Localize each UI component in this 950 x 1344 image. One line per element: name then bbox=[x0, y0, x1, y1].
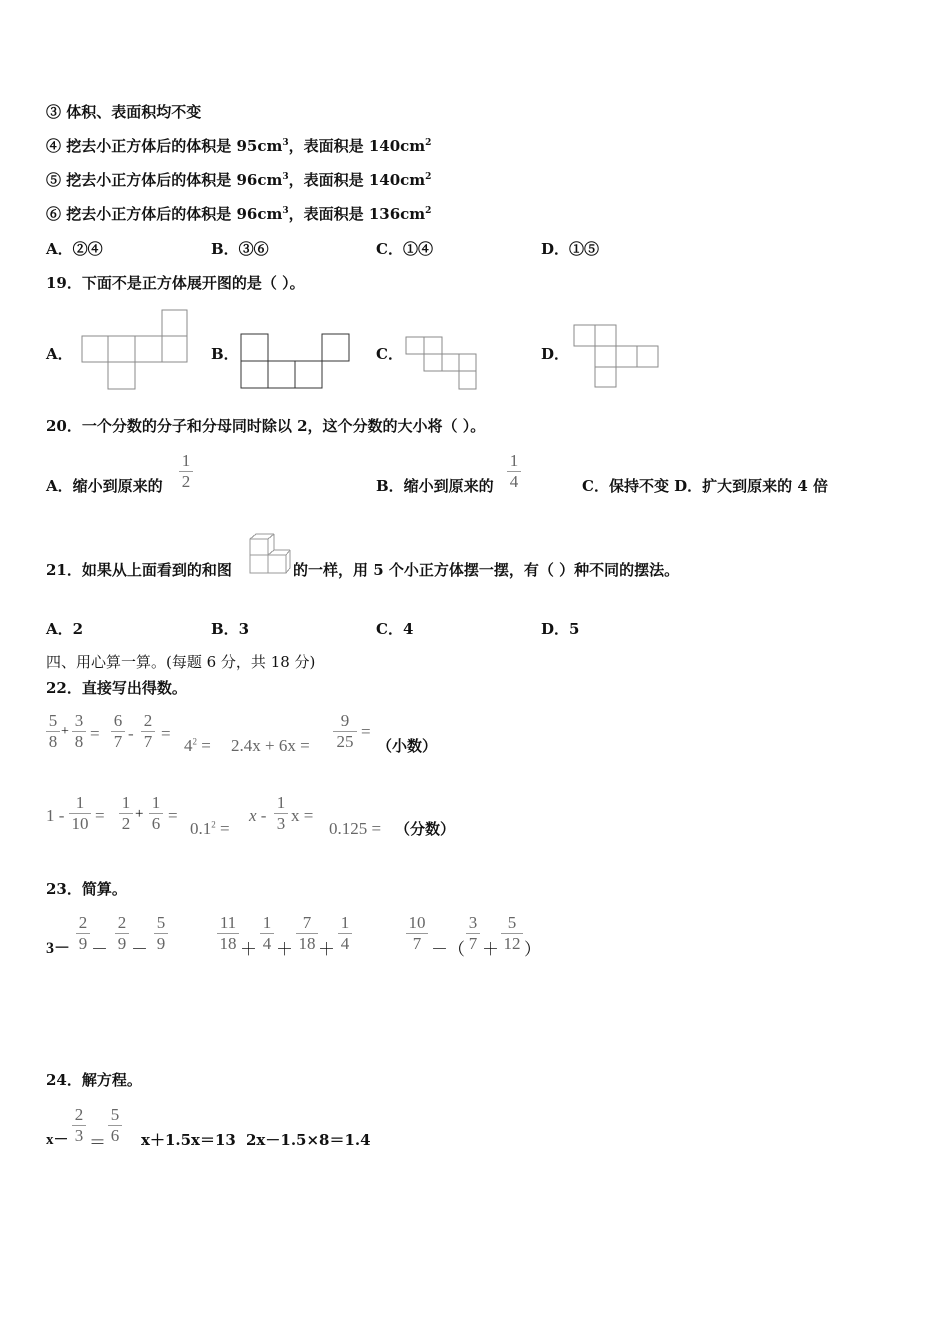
q23-stem: 23．简算。 bbox=[46, 880, 127, 898]
q23-e3-plus: ＋ bbox=[482, 940, 499, 959]
q24-stem: 24．解方程。 bbox=[46, 1071, 142, 1089]
q20-fraction-a: 1 2 bbox=[179, 452, 193, 491]
q18-choice-d[interactable]: D．①⑤ bbox=[541, 240, 600, 258]
q21-stem-a: 21．如果从上面看到的和图 bbox=[46, 561, 232, 579]
q19-choice-a[interactable]: A． bbox=[46, 345, 73, 363]
q19-stem: 19．下面不是正方体展开图的是（ ）。 bbox=[46, 274, 305, 292]
q22-r2-decimal: 0.125 = bbox=[329, 819, 382, 838]
q22-r2-frac-1-3: 1 3 bbox=[274, 794, 288, 833]
q22-r1-eq2: = bbox=[161, 724, 171, 743]
q19-net-b-figure bbox=[240, 333, 352, 391]
q23-e3-frac-10-7: 10 7 bbox=[406, 914, 428, 953]
q23-e3-minus-paren: －（ bbox=[431, 940, 465, 959]
q22-r2-eq1: = bbox=[95, 806, 105, 825]
q22-r2-x-eq: x = bbox=[291, 806, 314, 825]
q22-r1-frac-9-25: 9 25 bbox=[333, 712, 357, 751]
q20-choice-cd[interactable]: C．保持不变 D．扩大到原来的 4 倍 bbox=[582, 477, 829, 495]
q24-frac-2-3: 2 3 bbox=[72, 1106, 86, 1145]
q18-option-4: ④ 挖去小正方体后的体积是 $95cm^3$，表面积是 $140cm^2$ bbox=[46, 137, 432, 155]
q20-fraction-b: 1 4 bbox=[507, 452, 521, 491]
q22-r1-note: （小数） bbox=[377, 737, 438, 755]
q22-r1-eq5: = bbox=[361, 722, 371, 741]
q22-r2-eq2: = bbox=[168, 806, 178, 825]
q22-r2-power: $0.1^2$ = bbox=[190, 819, 230, 838]
q21-choice-c[interactable]: C．4 bbox=[376, 620, 414, 638]
q23-e3-frac-3-7: 3 7 bbox=[466, 914, 480, 953]
q20-choice-a[interactable]: A．缩小到原来的 bbox=[46, 477, 163, 495]
q18-option-3: ③ 体积、表面积均不变 bbox=[46, 103, 202, 121]
q21-choice-b[interactable]: B．3 bbox=[211, 620, 250, 638]
q22-r2-frac-1-2: 1 2 bbox=[119, 794, 133, 833]
q22-r2-note: （分数） bbox=[395, 820, 456, 838]
q18-choice-b[interactable]: B．③⑥ bbox=[211, 240, 269, 258]
q19-choice-d[interactable]: D． bbox=[541, 345, 570, 363]
q24-equation-2: x＋1.5x＝13 bbox=[141, 1131, 236, 1149]
q19-net-a-figure bbox=[80, 309, 190, 391]
q22-stem: 22．直接写出得数。 bbox=[46, 679, 187, 697]
q22-r2-frac-1-6: 1 6 bbox=[149, 794, 163, 833]
q24-eq1-equals: ＝ bbox=[89, 1133, 106, 1152]
q18-choice-c[interactable]: C．①④ bbox=[376, 240, 433, 258]
q22-r2-frac-1-10: 1 10 bbox=[69, 794, 91, 833]
q18-choice-a[interactable]: A．②④ bbox=[46, 240, 103, 258]
q22-r1-frac-5-8: 5 8 bbox=[46, 712, 60, 751]
q19-net-c-figure bbox=[404, 335, 480, 393]
q22-r1-frac-6-7: 6 7 bbox=[111, 712, 125, 751]
q20-choice-b[interactable]: B．缩小到原来的 bbox=[376, 477, 494, 495]
q24-frac-5-6: 5 6 bbox=[108, 1106, 122, 1145]
q18-option-6: ⑥ 挖去小正方体后的体积是 $96cm^3$，表面积是 $136cm^2$ bbox=[46, 205, 432, 223]
q23-e2-plus3: ＋ bbox=[318, 940, 335, 959]
q21-choice-d[interactable]: D．5 bbox=[541, 620, 580, 638]
q23-e2-plus2: ＋ bbox=[276, 940, 293, 959]
q22-r1-expr: 2.4x + 6x = bbox=[231, 736, 310, 755]
q23-e3-close-paren: ） bbox=[524, 940, 541, 959]
q22-r1-eq1: = bbox=[90, 724, 100, 743]
q23-e2-frac-1-4-a: 1 4 bbox=[260, 914, 274, 953]
q23-e1-frac-5-9: 5 9 bbox=[154, 914, 168, 953]
q23-e1-frac-2-9-a: 2 9 bbox=[76, 914, 90, 953]
q22-r2-one-minus: 1 - bbox=[46, 806, 65, 825]
q23-e2-plus1: ＋ bbox=[240, 940, 257, 959]
q22-r2-x-minus: x - bbox=[249, 806, 267, 825]
q18-option-5: ⑤ 挖去小正方体后的体积是 $96cm^3$，表面积是 $140cm^2$ bbox=[46, 171, 432, 189]
q23-e2-frac-1-4-b: 1 4 bbox=[338, 914, 352, 953]
q23-e2-frac-11-18: 11 18 bbox=[217, 914, 239, 953]
q19-choice-c[interactable]: C． bbox=[376, 345, 403, 363]
q23-e1-minus2: － bbox=[131, 940, 148, 959]
q24-eq1-x-minus: x－ bbox=[46, 1132, 69, 1148]
q21-stem-b: 的一样，用 5 个小正方体摆一摆，有（ ）种不同的摆法。 bbox=[293, 561, 680, 579]
q23-e3-frac-5-12: 5 12 bbox=[501, 914, 523, 953]
q24-equation-3: 2x－1.5×8＝1.4 bbox=[246, 1131, 371, 1149]
q22-r1-frac-3-8: 3 8 bbox=[72, 712, 86, 751]
q23-e1-frac-2-9-b: 2 9 bbox=[115, 914, 129, 953]
q19-choice-b[interactable]: B． bbox=[211, 345, 239, 363]
q19-net-d-figure bbox=[572, 323, 662, 389]
q22-r1-power: $4^2$ = bbox=[184, 736, 211, 755]
q23-e1-minus1: － bbox=[91, 940, 108, 959]
q22-r1-frac-2-7: 2 7 bbox=[141, 712, 155, 751]
q22-r1-minus: - bbox=[128, 724, 134, 743]
q23-e2-frac-7-18: 7 18 bbox=[296, 914, 318, 953]
q23-e1-three: 3－ bbox=[46, 940, 71, 957]
section-4-title: 四、用心算一算。(每题 6 分，共 18 分) bbox=[46, 653, 316, 671]
q20-stem: 20．一个分数的分子和分母同时除以 2，这个分数的大小将（ ）。 bbox=[46, 417, 486, 435]
q22-r2-plus: + bbox=[135, 806, 144, 822]
q21-choice-a[interactable]: A．2 bbox=[46, 620, 84, 638]
q21-cube-figure bbox=[248, 533, 292, 577]
q22-r1-plus: + bbox=[61, 724, 69, 739]
